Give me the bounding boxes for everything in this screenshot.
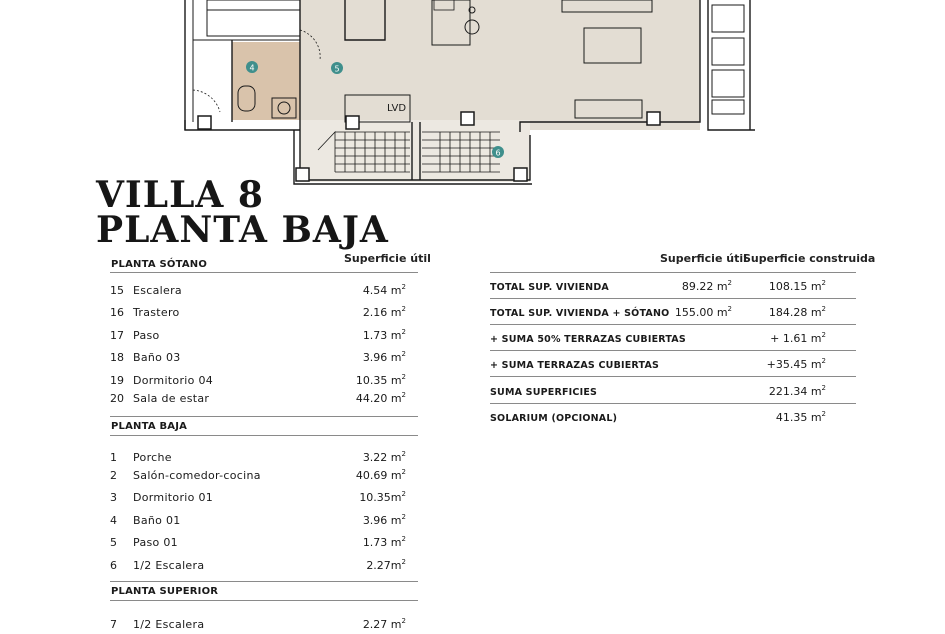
row-number: 4 xyxy=(110,514,117,527)
room-marker-6 xyxy=(492,146,504,158)
table-row xyxy=(110,514,406,530)
left-column-header: Superficie útil xyxy=(344,252,431,265)
totals-row xyxy=(490,351,856,377)
row-value: 44.20 $m^2$ xyxy=(355,391,406,405)
row-value: 2.16 $m^2$ xyxy=(362,305,406,319)
divider xyxy=(110,581,418,582)
room-marker-5 xyxy=(331,62,343,74)
totals-construida-value: 108.15 $m^2$ xyxy=(768,279,826,293)
section-heading: PLANTA SUPERIOR xyxy=(111,586,219,597)
section-heading: PLANTA SÓTANO xyxy=(111,259,208,270)
totals-label: SOLARIUM (OPCIONAL) xyxy=(490,413,618,424)
svg-text:6: 6 xyxy=(495,148,501,158)
section-heading: PLANTA BAJA xyxy=(111,421,188,432)
totals-construida-value: 41.35 $m^2$ xyxy=(775,410,826,424)
divider xyxy=(110,272,418,273)
totals-label: TOTAL SUP. VIVIENDA xyxy=(490,282,609,293)
row-label: 1/2 Escalera xyxy=(133,559,205,572)
floor-plan xyxy=(0,0,945,190)
row-value: 3.22 $m^2$ xyxy=(362,450,406,464)
row-number: 17 xyxy=(110,329,124,342)
table-row xyxy=(110,329,406,345)
table-row xyxy=(110,491,406,507)
row-label: Salón-comedor-cocina xyxy=(133,469,261,482)
row-value: 10.35 $m^2$ xyxy=(355,373,406,387)
row-label: Dormitorio 04 xyxy=(133,374,214,387)
row-label: Porche xyxy=(133,451,172,464)
header-superficie-construida: Superficie construida xyxy=(743,252,876,265)
row-number: 20 xyxy=(110,392,124,405)
row-value: 1.73 $m^2$ xyxy=(362,328,406,342)
divider xyxy=(110,435,418,436)
row-label: Dormitorio 01 xyxy=(133,491,214,504)
table-row xyxy=(110,392,406,408)
totals-row xyxy=(490,299,856,325)
totals-row xyxy=(490,273,856,299)
table-row xyxy=(110,306,406,322)
lvd-label: LVD xyxy=(387,103,407,114)
totals-construida-value: 221.34 $m^2$ xyxy=(768,384,826,398)
table-row xyxy=(110,618,406,634)
row-number: 15 xyxy=(110,284,124,297)
totals-label: + SUMA 50% TERRAZAS CUBIERTAS xyxy=(490,334,686,345)
row-label: Sala de estar xyxy=(133,392,210,405)
row-value: 3.96 $m^2$ xyxy=(362,513,406,527)
table-row xyxy=(110,559,406,575)
page-title-line2: PLANTA BAJA xyxy=(96,209,389,251)
row-value: 4.54 $m^2$ xyxy=(362,283,406,297)
row-value: 1.73 $m^2$ xyxy=(362,535,406,549)
row-value: 3.96 $m^2$ xyxy=(362,350,406,364)
row-label: Paso 01 xyxy=(133,536,178,549)
totals-util-value: 155.00 $m^2$ xyxy=(674,305,732,319)
svg-text:4: 4 xyxy=(249,63,255,73)
totals-construida-value: +35.45 $m^2$ xyxy=(766,357,826,371)
table-row xyxy=(110,451,406,467)
row-number: 3 xyxy=(110,491,117,504)
room-marker-4 xyxy=(246,61,258,73)
totals-util-value: 89.22 $m^2$ xyxy=(681,279,732,293)
divider xyxy=(110,600,418,601)
row-number: 6 xyxy=(110,559,117,572)
row-number: 7 xyxy=(110,618,117,631)
row-number: 16 xyxy=(110,306,124,319)
totals-label: SUMA SUPERFICIES xyxy=(490,387,598,398)
divider xyxy=(490,376,856,377)
totals-construida-value: + 1.61 $m^2$ xyxy=(770,331,826,345)
totals-label: + SUMA TERRAZAS CUBIERTAS xyxy=(490,360,660,371)
row-number: 18 xyxy=(110,351,124,364)
living-floor xyxy=(300,0,700,130)
row-label: Trastero xyxy=(133,306,180,319)
svg-text:5: 5 xyxy=(334,64,340,74)
row-number: 1 xyxy=(110,451,117,464)
row-number: 19 xyxy=(110,374,124,387)
row-label: Paso xyxy=(133,329,160,342)
row-label: Baño 03 xyxy=(133,351,181,364)
totals-row xyxy=(490,378,856,404)
table-row xyxy=(110,351,406,367)
divider xyxy=(110,416,418,417)
table-row xyxy=(110,469,406,485)
table-row xyxy=(110,536,406,552)
totals-row xyxy=(490,325,856,351)
row-value: 2.27 $m^2$ xyxy=(362,617,406,631)
row-label: 1/2 Escalera xyxy=(133,618,205,631)
row-value: 40.69 $m^2$ xyxy=(355,468,406,482)
table-row xyxy=(110,284,406,300)
page-title-line1: VILLA 8 xyxy=(96,174,264,216)
header-superficie-util: Superficie útil xyxy=(660,252,747,265)
totals-row xyxy=(490,404,856,430)
row-label: Baño 01 xyxy=(133,514,181,527)
row-number: 2 xyxy=(110,469,117,482)
row-value: $2.27m^2$ xyxy=(366,558,406,572)
row-number: 5 xyxy=(110,536,117,549)
table-row xyxy=(110,374,406,390)
totals-construida-value: 184.28 $m^2$ xyxy=(768,305,826,319)
row-label: Escalera xyxy=(133,284,182,297)
row-value: $10.35m^2$ xyxy=(359,490,406,504)
totals-label: TOTAL SUP. VIVIENDA + SÓTANO xyxy=(490,308,670,319)
